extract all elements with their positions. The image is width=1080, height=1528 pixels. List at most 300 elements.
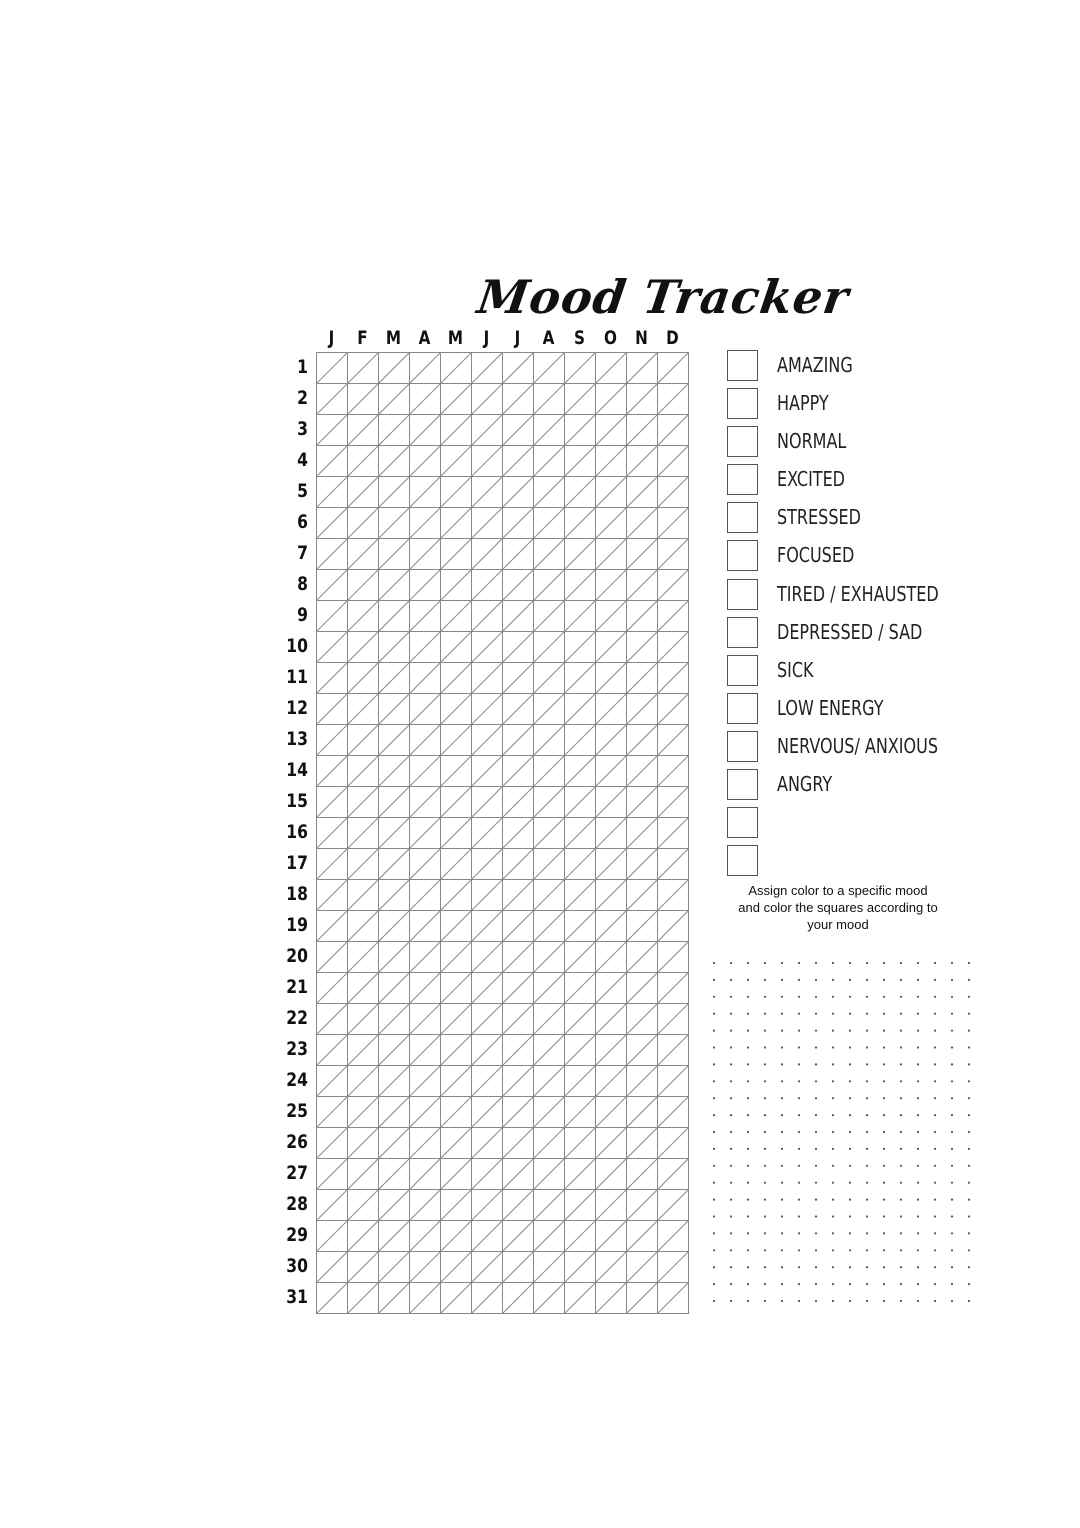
- mood-cell[interactable]: [317, 787, 348, 818]
- mood-cell[interactable]: [379, 415, 410, 446]
- mood-cell[interactable]: [503, 849, 534, 880]
- mood-cell[interactable]: [627, 849, 658, 880]
- mood-cell[interactable]: [503, 601, 534, 632]
- mood-cell[interactable]: [410, 1097, 441, 1128]
- mood-cell[interactable]: [441, 632, 472, 663]
- mood-cell[interactable]: [317, 384, 348, 415]
- mood-cell[interactable]: [596, 1128, 627, 1159]
- mood-cell[interactable]: [348, 353, 379, 384]
- mood-cell[interactable]: [565, 1283, 596, 1314]
- mood-cell[interactable]: [379, 353, 410, 384]
- mood-cell[interactable]: [627, 1128, 658, 1159]
- mood-cell[interactable]: [441, 694, 472, 725]
- mood-cell[interactable]: [596, 601, 627, 632]
- mood-cell[interactable]: [565, 353, 596, 384]
- mood-cell[interactable]: [472, 1252, 503, 1283]
- mood-cell[interactable]: [503, 1035, 534, 1066]
- mood-cell[interactable]: [441, 570, 472, 601]
- mood-cell[interactable]: [658, 1128, 689, 1159]
- mood-cell[interactable]: [565, 1128, 596, 1159]
- mood-cell[interactable]: [317, 818, 348, 849]
- mood-cell[interactable]: [534, 1283, 565, 1314]
- mood-cell[interactable]: [627, 942, 658, 973]
- mood-cell[interactable]: [472, 1004, 503, 1035]
- mood-cell[interactable]: [317, 880, 348, 911]
- mood-cell[interactable]: [472, 1066, 503, 1097]
- mood-cell[interactable]: [658, 446, 689, 477]
- mood-cell[interactable]: [472, 1159, 503, 1190]
- mood-cell[interactable]: [348, 477, 379, 508]
- mood-cell[interactable]: [379, 663, 410, 694]
- mood-cell[interactable]: [503, 508, 534, 539]
- mood-cell[interactable]: [534, 539, 565, 570]
- mood-cell[interactable]: [348, 880, 379, 911]
- mood-cell[interactable]: [565, 973, 596, 1004]
- mood-cell[interactable]: [565, 880, 596, 911]
- mood-cell[interactable]: [658, 942, 689, 973]
- mood-cell[interactable]: [317, 1283, 348, 1314]
- mood-cell[interactable]: [565, 415, 596, 446]
- mood-cell[interactable]: [472, 973, 503, 1004]
- mood-cell[interactable]: [472, 384, 503, 415]
- mood-cell[interactable]: [627, 601, 658, 632]
- mood-cell[interactable]: [410, 1035, 441, 1066]
- mood-cell[interactable]: [565, 384, 596, 415]
- mood-cell[interactable]: [627, 1004, 658, 1035]
- mood-cell[interactable]: [503, 880, 534, 911]
- mood-cell[interactable]: [410, 446, 441, 477]
- mood-cell[interactable]: [534, 353, 565, 384]
- mood-cell[interactable]: [534, 787, 565, 818]
- legend-color-box[interactable]: [727, 731, 758, 762]
- mood-cell[interactable]: [565, 508, 596, 539]
- mood-cell[interactable]: [317, 663, 348, 694]
- mood-cell[interactable]: [410, 353, 441, 384]
- mood-cell[interactable]: [658, 539, 689, 570]
- mood-cell[interactable]: [348, 725, 379, 756]
- mood-cell[interactable]: [441, 508, 472, 539]
- mood-cell[interactable]: [503, 477, 534, 508]
- mood-cell[interactable]: [658, 911, 689, 942]
- mood-cell[interactable]: [596, 818, 627, 849]
- mood-cell[interactable]: [565, 477, 596, 508]
- mood-cell[interactable]: [410, 632, 441, 663]
- mood-cell[interactable]: [565, 725, 596, 756]
- mood-cell[interactable]: [627, 1252, 658, 1283]
- mood-cell[interactable]: [317, 1097, 348, 1128]
- mood-cell[interactable]: [658, 1035, 689, 1066]
- mood-cell[interactable]: [317, 849, 348, 880]
- mood-cell[interactable]: [410, 849, 441, 880]
- mood-cell[interactable]: [379, 787, 410, 818]
- mood-cell[interactable]: [379, 694, 410, 725]
- mood-cell[interactable]: [410, 880, 441, 911]
- mood-cell[interactable]: [348, 849, 379, 880]
- mood-cell[interactable]: [348, 415, 379, 446]
- mood-cell[interactable]: [596, 353, 627, 384]
- mood-cell[interactable]: [627, 694, 658, 725]
- mood-cell[interactable]: [503, 1066, 534, 1097]
- mood-cell[interactable]: [348, 911, 379, 942]
- mood-cell[interactable]: [317, 353, 348, 384]
- mood-cell[interactable]: [379, 1066, 410, 1097]
- mood-cell[interactable]: [379, 1004, 410, 1035]
- mood-cell[interactable]: [596, 1283, 627, 1314]
- mood-cell[interactable]: [317, 446, 348, 477]
- mood-cell[interactable]: [627, 570, 658, 601]
- mood-cell[interactable]: [317, 1159, 348, 1190]
- mood-cell[interactable]: [472, 415, 503, 446]
- mood-cell[interactable]: [658, 1283, 689, 1314]
- mood-cell[interactable]: [627, 477, 658, 508]
- mood-cell[interactable]: [472, 1283, 503, 1314]
- mood-cell[interactable]: [317, 1066, 348, 1097]
- mood-cell[interactable]: [379, 911, 410, 942]
- legend-color-box[interactable]: [727, 579, 758, 610]
- mood-cell[interactable]: [534, 942, 565, 973]
- mood-cell[interactable]: [658, 384, 689, 415]
- mood-cell[interactable]: [565, 818, 596, 849]
- mood-cell[interactable]: [441, 539, 472, 570]
- mood-cell[interactable]: [441, 1004, 472, 1035]
- mood-cell[interactable]: [472, 601, 503, 632]
- mood-cell[interactable]: [472, 942, 503, 973]
- mood-cell[interactable]: [596, 446, 627, 477]
- mood-cell[interactable]: [410, 911, 441, 942]
- mood-cell[interactable]: [317, 973, 348, 1004]
- mood-cell[interactable]: [379, 1128, 410, 1159]
- mood-cell[interactable]: [379, 1190, 410, 1221]
- mood-cell[interactable]: [379, 1221, 410, 1252]
- mood-cell[interactable]: [472, 880, 503, 911]
- mood-cell[interactable]: [503, 942, 534, 973]
- mood-cell[interactable]: [596, 508, 627, 539]
- mood-cell[interactable]: [317, 1221, 348, 1252]
- mood-cell[interactable]: [503, 1128, 534, 1159]
- mood-cell[interactable]: [658, 1097, 689, 1128]
- mood-cell[interactable]: [348, 1004, 379, 1035]
- mood-cell[interactable]: [534, 1159, 565, 1190]
- mood-cell[interactable]: [472, 911, 503, 942]
- mood-cell[interactable]: [472, 1128, 503, 1159]
- mood-cell[interactable]: [410, 756, 441, 787]
- mood-cell[interactable]: [534, 632, 565, 663]
- mood-cell[interactable]: [596, 1190, 627, 1221]
- mood-cell[interactable]: [441, 384, 472, 415]
- mood-cell[interactable]: [627, 663, 658, 694]
- mood-cell[interactable]: [534, 1252, 565, 1283]
- mood-cell[interactable]: [441, 1159, 472, 1190]
- mood-cell[interactable]: [317, 508, 348, 539]
- mood-cell[interactable]: [379, 849, 410, 880]
- mood-cell[interactable]: [410, 570, 441, 601]
- mood-cell[interactable]: [503, 1252, 534, 1283]
- mood-cell[interactable]: [379, 1097, 410, 1128]
- mood-cell[interactable]: [565, 942, 596, 973]
- mood-cell[interactable]: [658, 787, 689, 818]
- mood-cell[interactable]: [503, 911, 534, 942]
- mood-cell[interactable]: [596, 1066, 627, 1097]
- mood-cell[interactable]: [317, 415, 348, 446]
- mood-cell[interactable]: [565, 539, 596, 570]
- mood-cell[interactable]: [348, 1221, 379, 1252]
- mood-cell[interactable]: [565, 694, 596, 725]
- mood-cell[interactable]: [503, 818, 534, 849]
- mood-cell[interactable]: [534, 818, 565, 849]
- mood-cell[interactable]: [441, 1035, 472, 1066]
- mood-cell[interactable]: [441, 353, 472, 384]
- mood-cell[interactable]: [658, 1252, 689, 1283]
- mood-cell[interactable]: [627, 384, 658, 415]
- mood-cell[interactable]: [410, 818, 441, 849]
- mood-cell[interactable]: [565, 1035, 596, 1066]
- mood-cell[interactable]: [317, 601, 348, 632]
- mood-cell[interactable]: [379, 446, 410, 477]
- mood-cell[interactable]: [348, 1128, 379, 1159]
- mood-cell[interactable]: [596, 539, 627, 570]
- mood-cell[interactable]: [441, 1221, 472, 1252]
- mood-cell[interactable]: [441, 1252, 472, 1283]
- mood-cell[interactable]: [441, 725, 472, 756]
- mood-cell[interactable]: [317, 1035, 348, 1066]
- mood-cell[interactable]: [379, 384, 410, 415]
- mood-cell[interactable]: [472, 1190, 503, 1221]
- mood-cell[interactable]: [379, 1283, 410, 1314]
- mood-cell[interactable]: [317, 570, 348, 601]
- legend-color-box[interactable]: [727, 464, 758, 495]
- mood-cell[interactable]: [503, 353, 534, 384]
- mood-cell[interactable]: [658, 1221, 689, 1252]
- mood-cell[interactable]: [379, 1159, 410, 1190]
- mood-cell[interactable]: [472, 725, 503, 756]
- mood-cell[interactable]: [317, 539, 348, 570]
- mood-cell[interactable]: [317, 477, 348, 508]
- legend-color-box[interactable]: [727, 769, 758, 800]
- mood-cell[interactable]: [565, 1066, 596, 1097]
- mood-cell[interactable]: [627, 1066, 658, 1097]
- mood-cell[interactable]: [410, 725, 441, 756]
- mood-cell[interactable]: [503, 1283, 534, 1314]
- mood-cell[interactable]: [317, 694, 348, 725]
- mood-cell[interactable]: [596, 942, 627, 973]
- mood-cell[interactable]: [441, 446, 472, 477]
- mood-cell[interactable]: [317, 911, 348, 942]
- mood-cell[interactable]: [348, 818, 379, 849]
- mood-cell[interactable]: [441, 1097, 472, 1128]
- mood-cell[interactable]: [441, 1066, 472, 1097]
- mood-cell[interactable]: [503, 725, 534, 756]
- mood-cell[interactable]: [379, 601, 410, 632]
- mood-cell[interactable]: [596, 1097, 627, 1128]
- mood-cell[interactable]: [379, 1035, 410, 1066]
- mood-cell[interactable]: [534, 1004, 565, 1035]
- mood-cell[interactable]: [627, 539, 658, 570]
- mood-cell[interactable]: [410, 1190, 441, 1221]
- mood-cell[interactable]: [410, 787, 441, 818]
- mood-cell[interactable]: [503, 415, 534, 446]
- mood-cell[interactable]: [379, 539, 410, 570]
- mood-cell[interactable]: [565, 1221, 596, 1252]
- mood-cell[interactable]: [658, 663, 689, 694]
- mood-cell[interactable]: [472, 477, 503, 508]
- mood-cell[interactable]: [379, 818, 410, 849]
- mood-cell[interactable]: [627, 446, 658, 477]
- mood-cell[interactable]: [565, 601, 596, 632]
- mood-cell[interactable]: [348, 787, 379, 818]
- legend-color-box[interactable]: [727, 693, 758, 724]
- mood-cell[interactable]: [596, 1004, 627, 1035]
- mood-cell[interactable]: [503, 1221, 534, 1252]
- mood-cell[interactable]: [379, 942, 410, 973]
- mood-cell[interactable]: [472, 787, 503, 818]
- mood-cell[interactable]: [348, 756, 379, 787]
- mood-cell[interactable]: [627, 353, 658, 384]
- mood-cell[interactable]: [441, 1128, 472, 1159]
- mood-cell[interactable]: [441, 942, 472, 973]
- mood-cell[interactable]: [596, 1252, 627, 1283]
- mood-cell[interactable]: [472, 849, 503, 880]
- mood-cell[interactable]: [627, 1283, 658, 1314]
- mood-cell[interactable]: [596, 787, 627, 818]
- mood-cell[interactable]: [596, 415, 627, 446]
- mood-cell[interactable]: [534, 415, 565, 446]
- legend-color-box[interactable]: [727, 807, 758, 838]
- mood-cell[interactable]: [410, 663, 441, 694]
- mood-cell[interactable]: [658, 694, 689, 725]
- mood-cell[interactable]: [503, 1097, 534, 1128]
- mood-cell[interactable]: [441, 477, 472, 508]
- mood-cell[interactable]: [410, 477, 441, 508]
- mood-cell[interactable]: [348, 663, 379, 694]
- mood-cell[interactable]: [348, 508, 379, 539]
- mood-cell[interactable]: [503, 1004, 534, 1035]
- mood-cell[interactable]: [317, 756, 348, 787]
- mood-cell[interactable]: [534, 1066, 565, 1097]
- mood-cell[interactable]: [410, 694, 441, 725]
- mood-cell[interactable]: [627, 973, 658, 1004]
- mood-cell[interactable]: [534, 973, 565, 1004]
- mood-cell[interactable]: [472, 632, 503, 663]
- mood-cell[interactable]: [565, 1252, 596, 1283]
- mood-cell[interactable]: [410, 1159, 441, 1190]
- mood-cell[interactable]: [627, 1035, 658, 1066]
- mood-cell[interactable]: [658, 849, 689, 880]
- mood-cell[interactable]: [565, 787, 596, 818]
- mood-cell[interactable]: [379, 477, 410, 508]
- mood-cell[interactable]: [658, 632, 689, 663]
- mood-cell[interactable]: [534, 1221, 565, 1252]
- mood-cell[interactable]: [534, 1035, 565, 1066]
- legend-color-box[interactable]: [727, 388, 758, 419]
- mood-cell[interactable]: [472, 508, 503, 539]
- mood-cell[interactable]: [503, 1159, 534, 1190]
- mood-cell[interactable]: [410, 1128, 441, 1159]
- mood-cell[interactable]: [472, 1035, 503, 1066]
- mood-cell[interactable]: [627, 725, 658, 756]
- mood-cell[interactable]: [441, 911, 472, 942]
- mood-cell[interactable]: [596, 694, 627, 725]
- mood-cell[interactable]: [503, 384, 534, 415]
- mood-cell[interactable]: [658, 1190, 689, 1221]
- mood-cell[interactable]: [596, 756, 627, 787]
- mood-cell[interactable]: [565, 756, 596, 787]
- mood-cell[interactable]: [503, 787, 534, 818]
- mood-cell[interactable]: [534, 1128, 565, 1159]
- mood-cell[interactable]: [348, 973, 379, 1004]
- mood-cell[interactable]: [565, 632, 596, 663]
- mood-cell[interactable]: [658, 601, 689, 632]
- mood-cell[interactable]: [410, 1066, 441, 1097]
- mood-cell[interactable]: [410, 539, 441, 570]
- mood-cell[interactable]: [379, 973, 410, 1004]
- mood-cell[interactable]: [627, 1190, 658, 1221]
- legend-color-box[interactable]: [727, 502, 758, 533]
- mood-cell[interactable]: [534, 1190, 565, 1221]
- mood-cell[interactable]: [441, 818, 472, 849]
- mood-cell[interactable]: [410, 1004, 441, 1035]
- mood-cell[interactable]: [596, 384, 627, 415]
- mood-cell[interactable]: [534, 663, 565, 694]
- mood-cell[interactable]: [658, 1066, 689, 1097]
- mood-cell[interactable]: [410, 601, 441, 632]
- mood-cell[interactable]: [379, 632, 410, 663]
- mood-cell[interactable]: [503, 973, 534, 1004]
- mood-cell[interactable]: [534, 849, 565, 880]
- mood-cell[interactable]: [596, 663, 627, 694]
- mood-cell[interactable]: [596, 725, 627, 756]
- mood-cell[interactable]: [596, 632, 627, 663]
- mood-cell[interactable]: [658, 570, 689, 601]
- mood-cell[interactable]: [503, 694, 534, 725]
- mood-cell[interactable]: [565, 911, 596, 942]
- mood-cell[interactable]: [348, 942, 379, 973]
- mood-cell[interactable]: [658, 818, 689, 849]
- mood-cell[interactable]: [658, 477, 689, 508]
- mood-cell[interactable]: [441, 415, 472, 446]
- mood-cell[interactable]: [503, 632, 534, 663]
- mood-cell[interactable]: [410, 1221, 441, 1252]
- mood-cell[interactable]: [441, 756, 472, 787]
- mood-cell[interactable]: [627, 632, 658, 663]
- mood-cell[interactable]: [379, 570, 410, 601]
- mood-cell[interactable]: [379, 1252, 410, 1283]
- mood-cell[interactable]: [317, 1252, 348, 1283]
- mood-cell[interactable]: [472, 353, 503, 384]
- mood-cell[interactable]: [627, 787, 658, 818]
- mood-cell[interactable]: [658, 756, 689, 787]
- mood-cell[interactable]: [441, 880, 472, 911]
- mood-cell[interactable]: [410, 384, 441, 415]
- mood-cell[interactable]: [534, 446, 565, 477]
- legend-color-box[interactable]: [727, 426, 758, 457]
- mood-cell[interactable]: [565, 1190, 596, 1221]
- mood-cell[interactable]: [348, 1190, 379, 1221]
- mood-cell[interactable]: [534, 508, 565, 539]
- mood-cell[interactable]: [317, 1004, 348, 1035]
- legend-color-box[interactable]: [727, 617, 758, 648]
- mood-cell[interactable]: [348, 694, 379, 725]
- mood-cell[interactable]: [534, 384, 565, 415]
- mood-cell[interactable]: [441, 1190, 472, 1221]
- mood-cell[interactable]: [472, 663, 503, 694]
- mood-cell[interactable]: [534, 1097, 565, 1128]
- mood-cell[interactable]: [658, 880, 689, 911]
- legend-color-box[interactable]: [727, 845, 758, 876]
- mood-cell[interactable]: [379, 880, 410, 911]
- mood-cell[interactable]: [472, 1221, 503, 1252]
- mood-cell[interactable]: [534, 880, 565, 911]
- mood-cell[interactable]: [503, 539, 534, 570]
